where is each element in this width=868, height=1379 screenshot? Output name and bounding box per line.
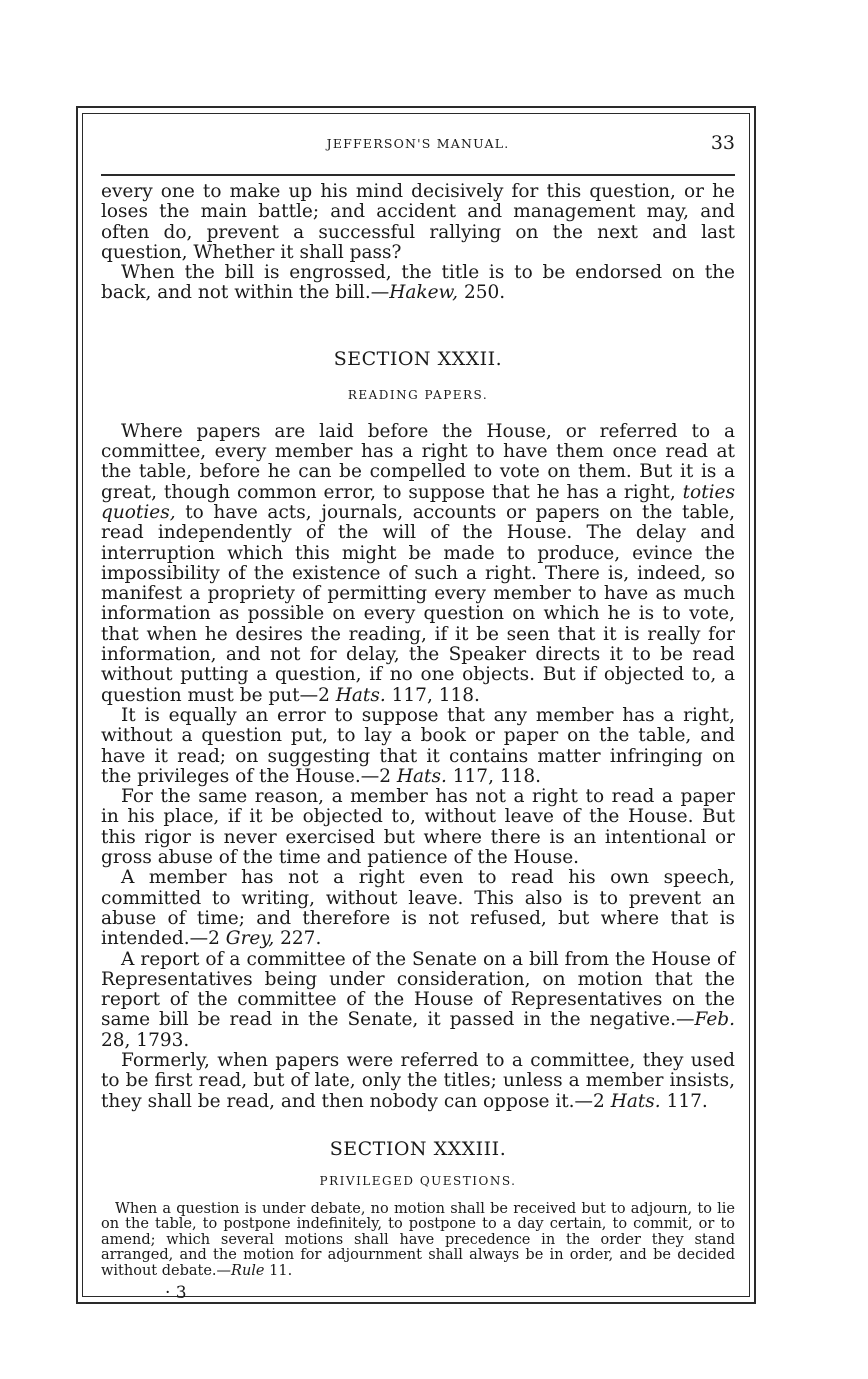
engrossed-citation: Hakew,	[389, 282, 459, 304]
engrossed-text: When the bill is engrossed, the title is to be endorsed on the back, and not within the bill.—	[101, 262, 735, 304]
section-32-heading: SECTION XXXII.	[333, 347, 503, 370]
para2-citation: Hats.	[396, 765, 447, 787]
section-32-paragraph-5	[101, 950, 735, 1051]
rule-11-paragraph	[101, 1202, 735, 1279]
rule-text: When a question is under debate, no motion shall be received but to adjourn, to lie on the table, to postpone indefinitely, to postpone to a day certain, to commit, or to amend; which several motions shall have precedence in the order they stand arranged, and the motion for adjournment shall always be in order, and be decided without debate.—	[101, 1200, 735, 1279]
rule-citation: Rule	[231, 1262, 265, 1279]
section-32-paragraph-6	[101, 1051, 735, 1112]
rule-citation-number: 11.	[264, 1262, 293, 1279]
header-rule	[101, 174, 735, 176]
para5-citation-date: 28, 1793.	[101, 1029, 190, 1051]
section-33-subheading: PRIVILEGED QUESTIONS.	[319, 1173, 517, 1188]
para5-text: A report of a committee of the Senate on a bill from the House of Representatives being under consideration, on motion that the report of the committee of the House of Representatives on the same bill be read in the Senate, it passed in the negative.—	[101, 948, 735, 1031]
engrossed-paragraph	[101, 263, 735, 304]
continued-paragraph: every one to make up his mind decisively for this question, or he loses the main battle; and accident and management may, and often do, prevent a successful rallying on the next and last question, Whether it shall pass?	[101, 181, 735, 263]
para6-text: Formerly, when papers were referred to a committee, they used to be first read, but of late, only the titles; unless a member insists, they shall be read, and then nobody can oppose it.—2	[101, 1049, 735, 1112]
page-number: 33	[710, 132, 735, 154]
para1-citation-page: 117, 118.	[385, 684, 480, 706]
para5-citation: Feb.	[694, 1009, 735, 1031]
para1-text-b: to have acts, journals, accounts or papers on the table, read independently of the will of the House. The delay and interruption which this might be made to produce, evince the impossibility of the existence of such a right. There is, indeed, so manifest a propriety of permitting every member to have as much information as possible on every question on which he is to vote, that when he desires the reading, if it be seen that it is really for information, and not for delay, the Speaker directs it to be read without putting a question, if no one objects. But if objected to, a question must be put—2	[101, 501, 735, 706]
running-head-title: JEFFERSON'S MANUAL.	[326, 136, 510, 151]
para1-italic: toties quoties,	[101, 481, 735, 523]
section-32-paragraph-3: For the same reason, a member has not a right to read a paper in his place, if it be objected to, without leave of the House. But this rigor is never exercised but where there is an intentional or gross abuse of the time and patience of the House.	[101, 786, 735, 869]
running-head	[101, 130, 735, 160]
section-32-paragraph-2	[101, 706, 735, 787]
para2-citation-page: 117, 118.	[446, 765, 542, 787]
para4-text: A member has not a right even to read his own speech, committed to writing, without leave. This also is to prevent an abuse of time; and therefore is not refused, but where that is intended.—2	[101, 867, 735, 950]
page-content	[101, 130, 735, 1303]
para4-citation-page: 227.	[274, 928, 322, 950]
section-33-heading: SECTION XXXIII.	[329, 1137, 507, 1160]
section-32-paragraph-1	[101, 422, 735, 706]
section-32-subheading: READING PAPERS.	[347, 387, 489, 402]
para6-citation: Hats.	[610, 1090, 661, 1112]
engrossed-citation-page: 250.	[458, 282, 506, 304]
para1-text-a: Where papers are laid before the House, or referred to a committee, every member has a right to have them once read at the table, before he can be compelled to vote on them. But it is a great, though common error, to suppose that he has a right,	[101, 420, 735, 503]
section-32-paragraph-4	[101, 868, 735, 949]
signature-mark: · 3	[165, 1282, 187, 1303]
para4-citation: Grey,	[225, 928, 275, 950]
para2-text: It is equally an error to suppose that any member has a right, without a question put, to lay a book or paper on the table, and have it read; on suggesting that it contains matter infringing on the privileges of the House.—2	[101, 704, 735, 787]
para6-citation-page: 117.	[660, 1090, 708, 1112]
para1-citation: Hats.	[335, 684, 386, 706]
